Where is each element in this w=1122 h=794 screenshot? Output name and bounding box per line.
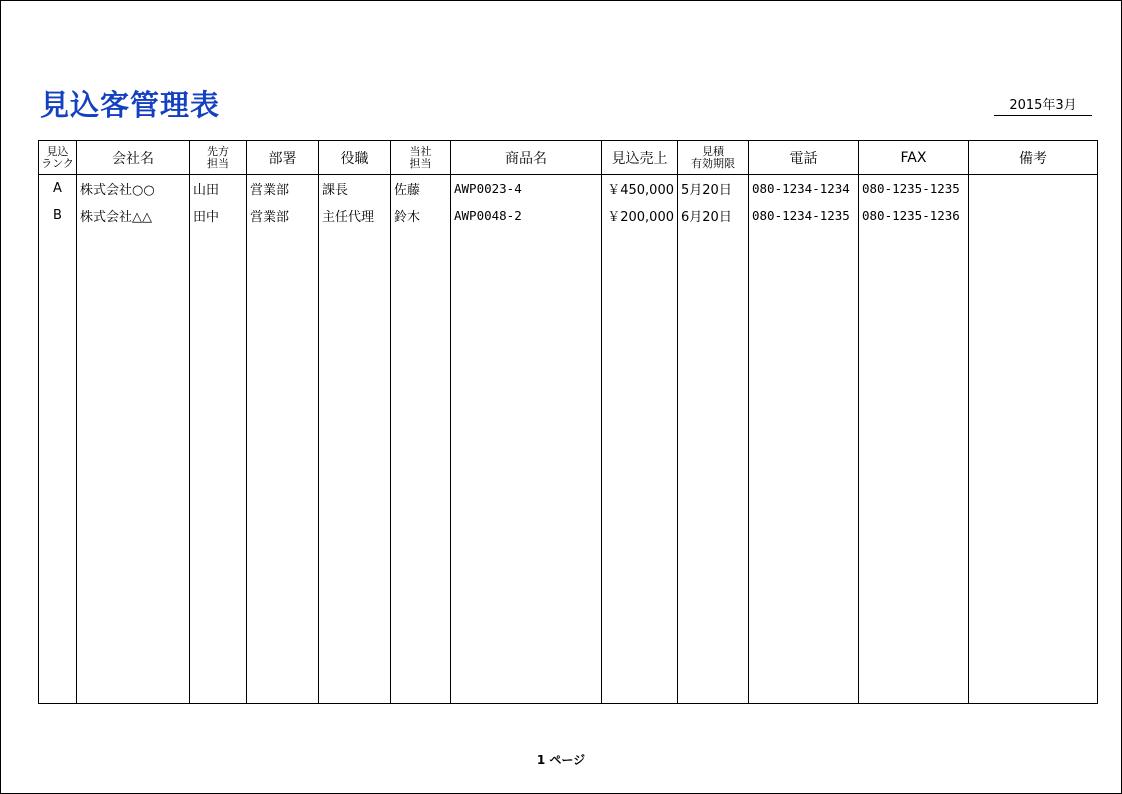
empty-cell [319,229,391,704]
header-rank [39,141,77,175]
cell-rank: B [39,202,77,229]
header-department: 部署 [247,141,319,175]
cell-expected-sales: ￥450,000 [602,175,678,203]
header-our-staff-line1: 当社 [409,144,432,158]
header-phone: 電話 [749,141,859,175]
cell-position: 課長 [319,175,391,203]
header-contact-line1: 先方 [207,144,229,158]
cell-phone: 080-1234-1234 [749,175,859,203]
cell-rank: A [39,175,77,203]
empty-cell [749,229,859,704]
prospect-table [38,140,1098,704]
empty-cell [602,229,678,704]
cell-product: AWP0023-4 [451,175,602,203]
header-our-staff-line2: 担当 [409,156,432,170]
cell-company: 株式会社○○ [77,175,190,203]
page-title: 見込客管理表 [40,88,221,122]
empty-cell [77,229,190,704]
cell-department: 営業部 [247,175,319,203]
table-row [39,175,1098,203]
header-expected-sales: 見込売上 [602,141,678,175]
header-contact-line2: 担当 [207,156,229,170]
cell-position: 主任代理 [319,202,391,229]
cell-notes [969,202,1098,229]
header-quote-validity [678,141,749,175]
report-date: 2015年3月 [994,94,1092,116]
empty-cell [391,229,451,704]
header-notes: 備考 [969,141,1098,175]
header-fax: FAX [859,141,969,175]
page-number: 1 ページ [536,753,586,767]
cell-fax: 080-1235-1235 [859,175,969,203]
cell-expected-sales: ￥200,000 [602,202,678,229]
header-quote-validity-line1: 見積 [702,144,724,158]
empty-cell [39,229,77,704]
cell-department: 営業部 [247,202,319,229]
cell-fax: 080-1235-1236 [859,202,969,229]
cell-phone: 080-1234-1235 [749,202,859,229]
header-product: 商品名 [451,141,602,175]
empty-cell [678,229,749,704]
cell-product: AWP0048-2 [451,202,602,229]
header-contact [190,141,247,175]
cell-our-staff: 鈴木 [391,202,451,229]
header-rank-line1: 見込 [46,144,69,158]
cell-notes [969,175,1098,203]
table-empty-space [39,229,1098,704]
cell-contact: 山田 [190,175,247,203]
cell-quote-validity: 6月20日 [678,202,749,229]
empty-cell [969,229,1098,704]
empty-cell [451,229,602,704]
header-position: 役職 [319,141,391,175]
cell-our-staff: 佐藤 [391,175,451,203]
empty-cell [859,229,969,704]
header-rank-line2: ランク [41,156,74,170]
cell-contact: 田中 [190,202,247,229]
cell-quote-validity: 5月20日 [678,175,749,203]
table-row [39,202,1098,229]
cell-company: 株式会社△△ [77,202,190,229]
header-row [39,141,1098,175]
header-company: 会社名 [77,141,190,175]
empty-cell [190,229,247,704]
header-our-staff [391,141,451,175]
empty-cell [247,229,319,704]
header-quote-validity-line2: 有効期限 [691,156,735,170]
